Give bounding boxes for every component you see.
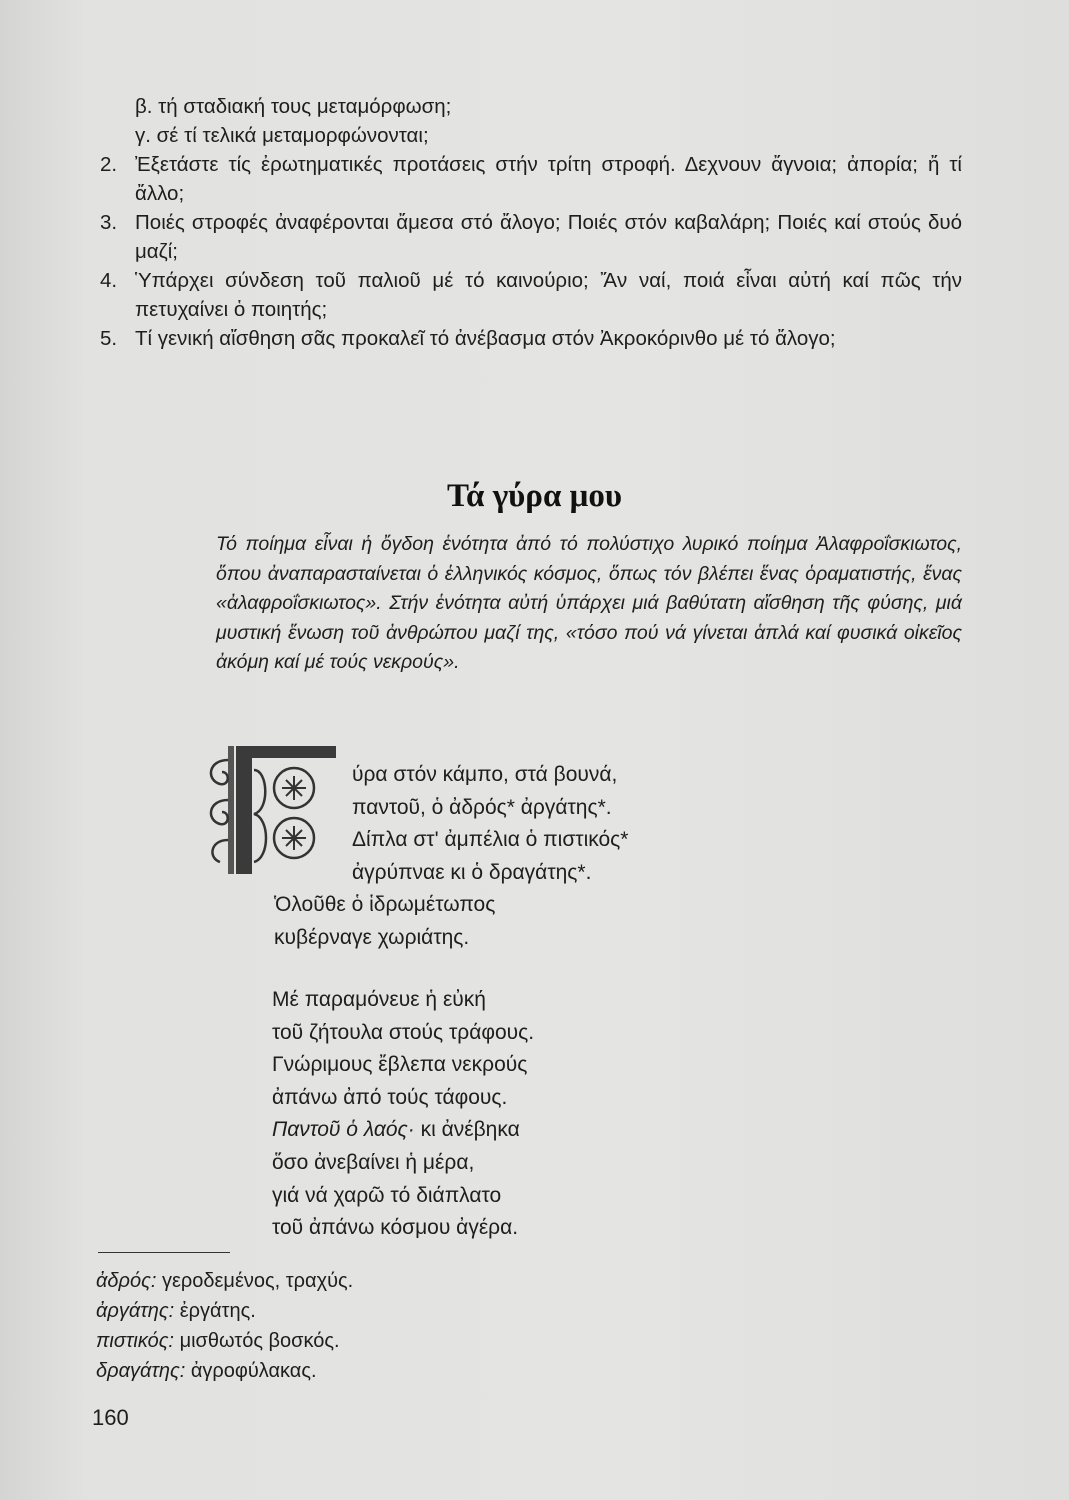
- poem-line: παντοῦ, ὁ ἀδρός* ἀργάτης*.: [352, 795, 612, 819]
- question-text: Ὑπάρχει σύνδεση τοῦ παλιοῦ μέ τό καινούριο; Ἄν ναί, ποιά εἶναι αὐτή καί πῶς τήν πετυχαίνει ὁ ποιητής;: [135, 269, 962, 321]
- poem-line: Γνώριμους ἔβλεπα νεκρούς: [272, 1053, 528, 1077]
- footnote-term: πιστικός:: [96, 1330, 174, 1352]
- footnote-term: δραγάτης:: [96, 1360, 186, 1382]
- question-number: 3.: [100, 211, 118, 234]
- footnote: [96, 1266, 353, 1296]
- poem-stanza: [352, 759, 628, 889]
- poem-intro: Τό ποίημα εἶναι ἡ ὄγδοη ἑνότητα ἀπό τό πολύστιχο λυρικό ποίημα Ἀλαφροΐσκιωτος, ὅπου ἀναπαρασταίνεται ὁ ἑλληνικός κόσμος, ὅπως τόν βλέπει ἕνας ὁραματιστής, ἕνας «ἀλαφροΐσκιωτος». Στήν ἑνότητα αὐτή ὑπάρχει μιά βαθύτατη αἴσθηση τῆς φύσης, μιά μυστική ἕνωση τοῦ ἀνθρώπου μαζί της, «τόσο πού νά γίνεται ἁπλά καί φυσικά οἰκεῖος ἀκόμη καί μέ τούς νεκρούς».: [216, 533, 962, 673]
- poem-line: τοῦ ζήτουλα στούς τράφους.: [272, 1020, 535, 1044]
- poem-line-rest: κι ἀνέβηκα: [420, 1118, 520, 1142]
- footnote-definition: μισθωτός βοσκός.: [179, 1330, 340, 1352]
- poem-italic-phrase: Παντοῦ ὁ λαός·: [272, 1118, 415, 1142]
- question-item: [100, 150, 962, 208]
- question-subitem: γ. σέ τί τελικά μεταμορφώνονται;: [135, 124, 429, 147]
- poem-line: Ὁλοῦθε ὁ ἱδρωμέτωπος: [274, 893, 496, 916]
- question-text: Ποιές στροφές ἀναφέρονται ἄμεσα στό ἄλογο; Ποιές στόν καβαλάρη; Ποιές καί στούς δυό μαζί;: [135, 211, 962, 263]
- footnote: [96, 1326, 353, 1356]
- question-number: 4.: [100, 269, 118, 292]
- footnote-definition: ἐργάτης.: [179, 1300, 256, 1322]
- poem-line: Μέ παραμόνευε ἡ εὐκή: [272, 988, 486, 1011]
- footnote-term: ἀδρός:: [96, 1270, 157, 1292]
- poem-line: Δίπλα στ' ἀμπέλια ὁ πιστικός*: [352, 828, 629, 852]
- footnote-divider: [98, 1252, 230, 1253]
- poem-line: τοῦ ἀπάνω κόσμου ἀγέρα.: [272, 1216, 519, 1240]
- question-number: 2.: [100, 153, 118, 176]
- question-text: Τί γενική αἴσθηση σᾶς προκαλεῖ τό ἀνέβασμα στόν Ἀκροκόρινθο μέ τό ἄλογο;: [135, 327, 836, 350]
- footnote: [96, 1296, 353, 1326]
- footnote: [96, 1356, 353, 1386]
- question-item: [100, 266, 962, 324]
- question-item: [100, 208, 962, 266]
- poem-stanza: [272, 984, 534, 1245]
- drop-cap-letter: Γ: [198, 740, 199, 741]
- question-text: Ἐξετάστε τίς ἐρωτηματικές προτάσεις στήν τρίτη στροφή. Δεχνουν ἄγνοια; ἀπορία; ἤ τί ἄλλο;: [135, 153, 962, 205]
- poem-line: κυβέρναγε χωριάτης.: [274, 925, 470, 949]
- footnote-definition: γεροδεμένος, τραχύς.: [161, 1270, 354, 1292]
- question-item: [100, 324, 962, 353]
- questions-list: [100, 92, 962, 353]
- page-number: 160: [92, 1405, 129, 1430]
- poem-line: ὅσο ἀνεβαίνει ἡ μέρα,: [272, 1150, 475, 1174]
- footnotes: [96, 1266, 353, 1386]
- poem-line: γιά νά χαρῶ τό διάπλατο: [272, 1183, 502, 1207]
- question-number: 5.: [100, 327, 118, 350]
- footnote-definition: ἀγροφύλακας.: [190, 1360, 317, 1382]
- poem-line: ἀπάνω ἀπό τούς τάφους.: [272, 1085, 508, 1109]
- footnote-term: ἀργάτης:: [96, 1300, 175, 1322]
- poem-line: ἀγρύπναε κι ὁ δραγάτης*.: [352, 860, 592, 884]
- poem-title: Τά γύρα μου: [447, 478, 622, 514]
- ornamental-drop-cap: [198, 740, 338, 880]
- poem-line: ύρα στόν κάμπο, στά βουνά,: [352, 763, 618, 786]
- poem-line: [272, 1114, 534, 1147]
- poem-stanza: [274, 889, 495, 954]
- question-subitem: β. τή σταδιακή τους μεταμόρφωση;: [135, 95, 452, 118]
